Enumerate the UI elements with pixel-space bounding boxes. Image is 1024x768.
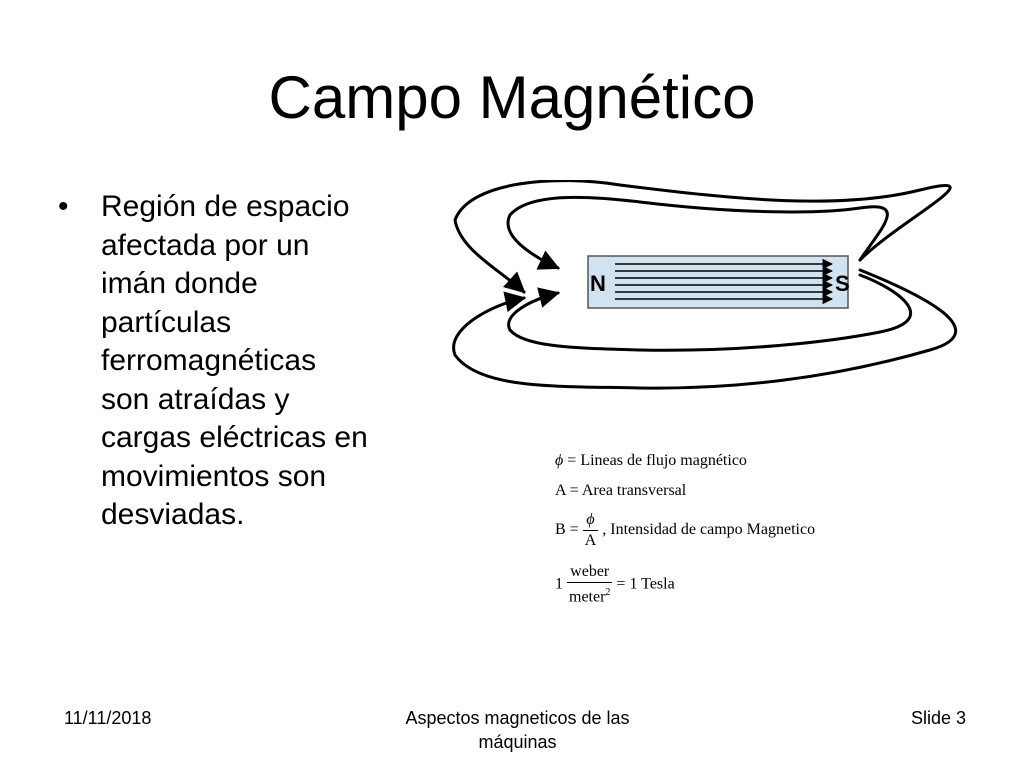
b-frac-denominator: A	[584, 532, 597, 549]
magnetic-field-diagram	[440, 180, 1000, 420]
area-description: Area transversal	[581, 482, 687, 499]
bullet-line: ferromagnéticas	[101, 344, 317, 377]
equals-sign: =	[569, 482, 579, 499]
area-symbol: A	[555, 482, 566, 499]
formula-area	[555, 482, 686, 500]
bullet-line: Región de espacio	[101, 190, 350, 223]
bullet-line: movimientos son	[101, 459, 327, 493]
phi-symbol: ϕ	[555, 452, 564, 469]
phi-description: Lineas de flujo magnético	[580, 452, 747, 469]
b-symbol: B	[555, 521, 566, 539]
bullet-line: son atraídas y	[101, 382, 290, 416]
formula-tesla	[555, 562, 675, 607]
bullet-item	[58, 188, 418, 535]
formula-b	[555, 510, 815, 551]
bullet-line: partículas	[101, 305, 232, 339]
south-pole-label: S	[835, 271, 850, 296]
tesla-exponent: 2	[605, 587, 611, 598]
b-description: , Intensidad de campo Magnetico	[602, 521, 816, 539]
tesla-fraction	[567, 562, 612, 607]
bullet-list	[58, 188, 418, 535]
footer-title: Aspectos magneticos de las máquinas	[405, 708, 630, 752]
tesla-coefficient: 1	[555, 575, 563, 593]
equals-sign: =	[616, 575, 626, 593]
slide-number: Slide 3	[910, 708, 966, 728]
slide-title: Campo Magnético	[268, 64, 756, 131]
bullet-marker: •	[58, 190, 69, 223]
tesla-frac-numerator: weber	[567, 562, 612, 583]
bullet-line: cargas eléctricas en	[101, 421, 368, 454]
b-frac-numerator: ϕ	[583, 510, 599, 531]
tesla-frac-denominator: meter$^2$	[569, 587, 611, 606]
north-pole-label: N	[590, 271, 606, 296]
tesla-rhs: 1 Tesla	[629, 575, 675, 593]
bullet-line: desviadas.	[101, 498, 245, 531]
bullet-line: imán donde	[101, 267, 258, 300]
bullet-line: afectada por un	[101, 228, 310, 262]
bullet-text	[101, 188, 368, 535]
equals-sign: =	[567, 452, 577, 469]
footer-date: 11/11/2018	[64, 708, 152, 728]
b-fraction	[583, 510, 599, 551]
formula-phi	[555, 452, 747, 470]
equals-sign: =	[569, 521, 579, 539]
